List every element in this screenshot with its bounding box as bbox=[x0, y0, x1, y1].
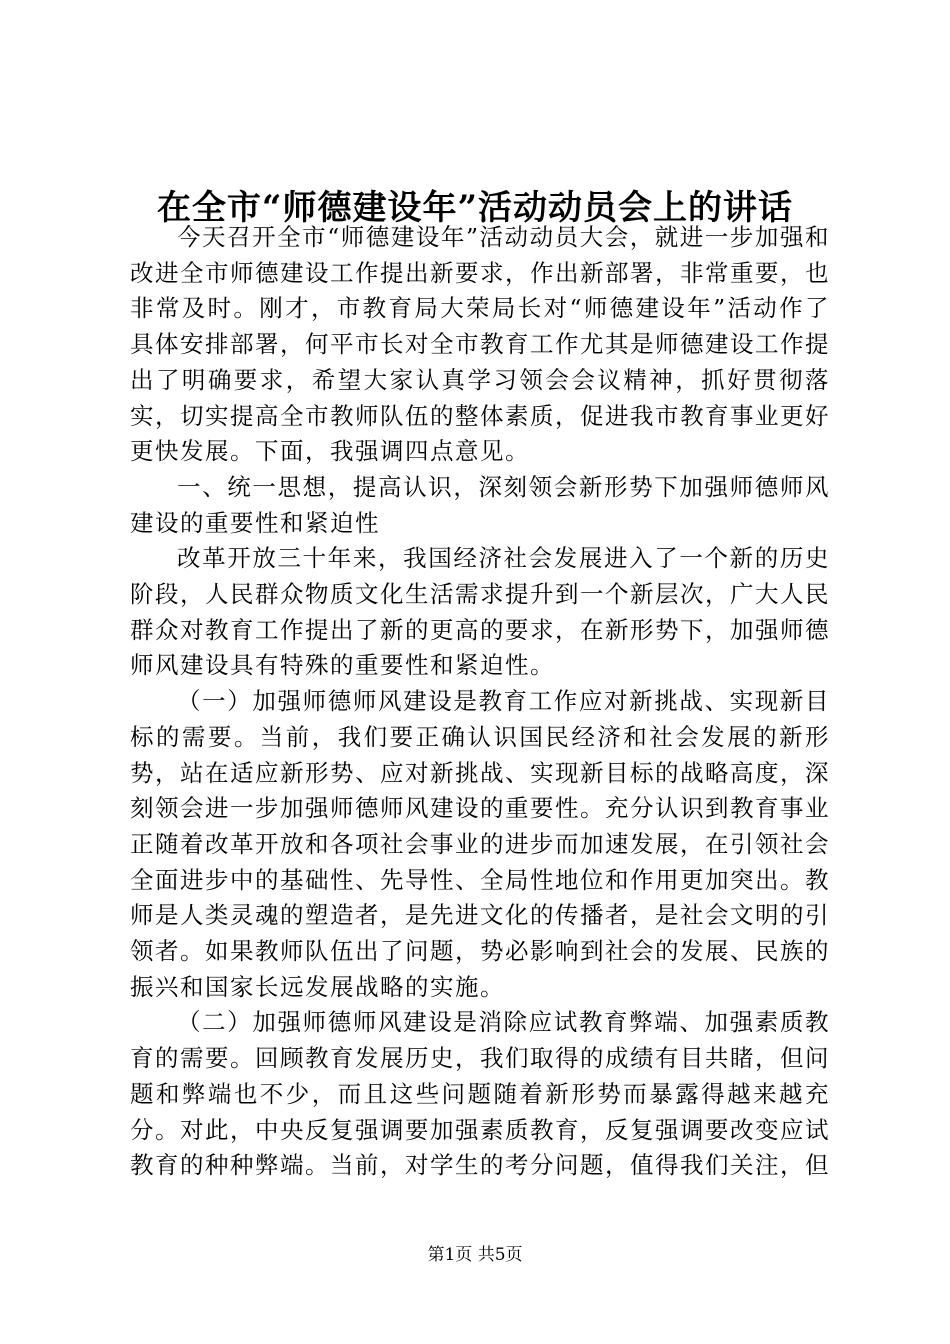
page-footer: 第1页 共5页 bbox=[427, 1245, 523, 1265]
paragraph-point-2: （二）加强师德师风建设是消除应试教育弊端、加强素质教育的需要。回顾教育发展历史，我们取得的成绩有目共睹，但问题和弊端也不少，而且这些问题随着新形势而暴露得越来越充分。对此，中央反复强调要加强素质教育，反复强调要改变应试教育的种种弊端。当前，对学生的考分问题，值得我们关注，但 bbox=[130, 1008, 830, 1180]
section-heading-1: 一、统一思想，提高认识，深刻领会新形势下加强师德师风建设的重要性和紧迫性 bbox=[130, 472, 830, 537]
paragraph-intro: 今天召开全市“师德建设年”活动动员大会，就进一步加强和改进全市师德建设工作提出新要求，作出新部署，非常重要，也非常及时。刚才，市教育局大荣局长对“师德建设年”活动作了具体安排部署，何平市长对全市教育工作尤其是师德建设工作提出了明确要求，希望大家认真学习领会会议精神，抓好贯彻落实，切实提高全市教师队伍的整体素质，促进我市教育事业更好更快发展。下面，我强调四点意见。 bbox=[130, 223, 830, 466]
document-body bbox=[130, 220, 830, 1182]
paragraph-point-1: （一）加强师德师风建设是教育工作应对新挑战、实现新目标的需要。当前，我们要正确认识国民经济和社会发展的新形势，站在适应新形势、应对新挑战、实现新目标的战略高度，深刻领会进一步加强师德师风建设的重要性。充分认识到教育事业正随着改革开放和各项社会事业的进步而加速发展，在引领社会全面进步中的基础性、先导性、全局性地位和作用更加突出。教师是人类灵魂的塑造者，是先进文化的传播者，是社会文明的引领者。如果教师队伍出了问题，势必影响到社会的发展、民族的振兴和国家长远发展战略的实施。 bbox=[130, 687, 830, 1001]
document-title: 在全市“师德建设年”活动动员会上的讲话 bbox=[156, 188, 794, 228]
paragraph-context: 改革开放三十年来，我国经济社会发展进入了一个新的历史阶段，人民群众物质文化生活需求提升到一个新层次，广大人民群众对教育工作提出了新的更高的要求，在新形势下，加强师德师风建设具有特殊的重要性和紧迫性。 bbox=[130, 544, 830, 680]
